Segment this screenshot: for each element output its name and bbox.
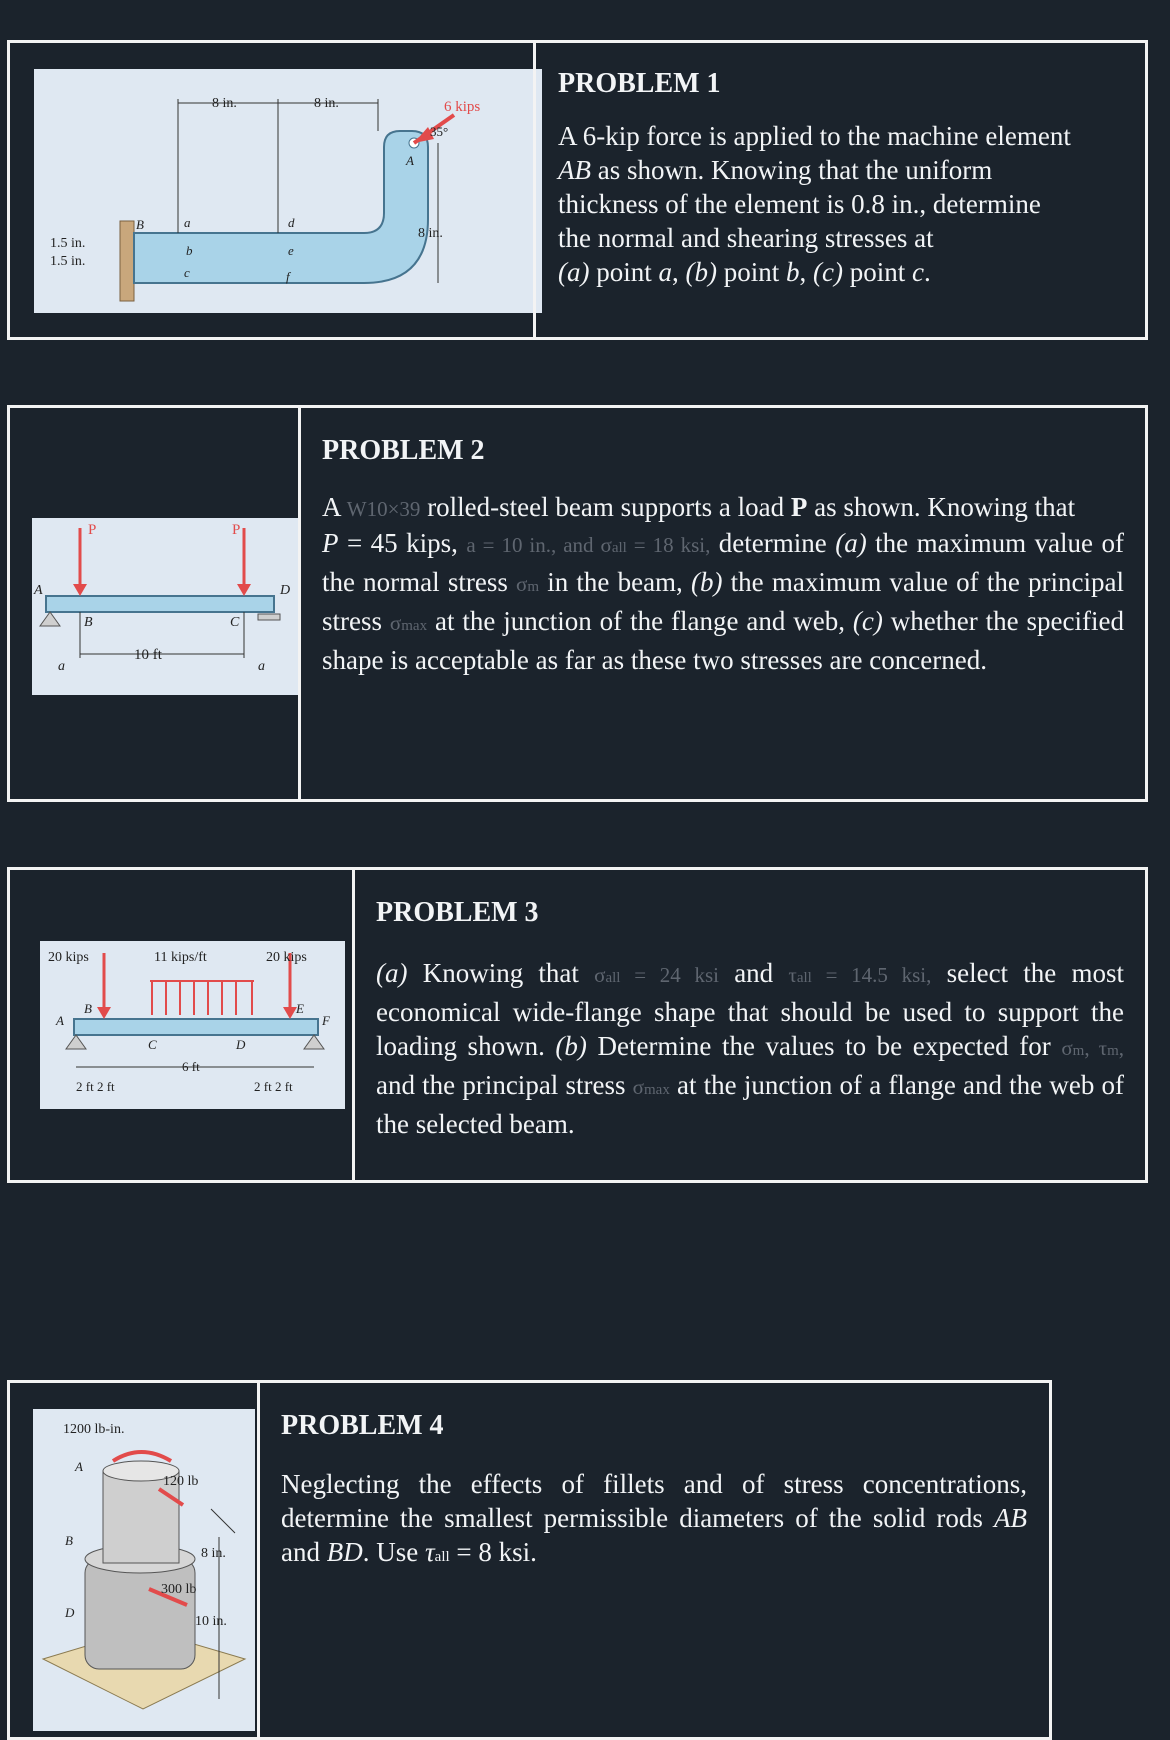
dim-2: 10 in. (195, 1614, 227, 1629)
load-P-2: P (232, 522, 241, 538)
problem-2-body: A W10×39 rolled-steel beam supports a load P as shown. Knowing that P = 45 kips, a = 10 in., and σall = 18 ksi, determine (a) the maximum value of the normal stress σm in the beam, (b) the maximum value of the principal stress σmax at the junction of the flange and web, (c) whether the specified shape is acceptable as far as these two stresses are concerned. (322, 492, 1124, 675)
point-c: c (184, 265, 190, 280)
beam-loading-diagram (40, 941, 345, 1109)
load-P-1: P (88, 522, 97, 538)
distributed-load: 11 kips/ft (154, 950, 207, 965)
problem-4-title: PROBLEM 4 (281, 1410, 444, 1441)
label-A: A (75, 1459, 83, 1474)
label-B: B (136, 217, 144, 232)
label-D: D (65, 1605, 75, 1620)
dim-1: 8 in. (201, 1546, 226, 1561)
problem-4-panel (7, 1380, 1052, 1740)
problem-1-body: A 6-kip force is applied to the machine element AB as shown. Knowing that the uniform thickness of the element is 0.8 in., determine the normal and shearing stresses at (a) point a, (b) point b, (c) point c. (558, 121, 1071, 287)
dims-left: 2 ft 2 ft (76, 1079, 115, 1094)
label-B: B (84, 615, 93, 630)
dim-a-2: a (258, 659, 265, 674)
dim-a-1: a (58, 659, 65, 674)
label-A: A (56, 1013, 64, 1028)
label-B: B (65, 1533, 73, 1548)
dim-right: 8 in. (418, 226, 443, 241)
problem-3-panel (7, 867, 1148, 1183)
dim-left-2: 1.5 in. (50, 254, 86, 269)
force-2-label: 300 lb (161, 1582, 197, 1597)
problem-3-figure (40, 941, 345, 1109)
label-E: E (296, 1001, 304, 1016)
dim-mid: 6 ft (182, 1059, 200, 1074)
dim-top-1: 8 in. (212, 96, 237, 111)
load-left: 20 kips (48, 950, 89, 965)
angle-label: 35° (430, 124, 449, 139)
rods-diagram (33, 1409, 255, 1731)
label-D: D (280, 583, 291, 598)
problem-2-title: PROBLEM 2 (322, 435, 485, 466)
label-C: C (230, 615, 240, 630)
problem-1-title: PROBLEM 1 (558, 68, 721, 99)
problem-3-text (376, 896, 1124, 1141)
torque-label: 1200 lb-in. (63, 1422, 125, 1437)
dims-right: 2 ft 2 ft (254, 1079, 293, 1094)
label-C: C (148, 1037, 157, 1052)
problem-4-body: Neglecting the effects of fillets and of stress concentrations, determine the smallest permissible diameters of the solid rods AB and BD. Use τall = 8 ksi. (281, 1469, 1027, 1567)
span-label: 10 ft (134, 647, 162, 663)
point-a: a (184, 215, 191, 230)
problem-1-text (558, 67, 1124, 289)
point-d: d (288, 215, 295, 230)
load-right: 20 kips (266, 950, 307, 965)
problem-2-panel (7, 405, 1148, 802)
problem-2-text (322, 434, 1124, 677)
problem-1-figure (34, 69, 542, 313)
problem-2-figure (32, 518, 300, 695)
point-f: f (286, 269, 290, 284)
point-e: e (288, 243, 294, 258)
label-A: A (406, 153, 414, 168)
label-A: A (34, 583, 43, 598)
label-F: F (322, 1013, 330, 1028)
force-label: 6 kips (444, 99, 481, 115)
machine-element-diagram (34, 69, 542, 313)
problem-3-title: PROBLEM 3 (376, 897, 539, 928)
label-D: D (236, 1037, 246, 1052)
label-B: B (84, 1001, 92, 1016)
beam-diagram (32, 518, 300, 695)
problem-3-body: (a) Knowing that σall = 24 ksi and τall = 14.5 ksi, select the most economical wide-flange shape that should be used to support the loading shown. (b) Determine the values to be expected for σm, τm, and the principal stress σmax at the junction of a flange and the web of the selected beam. (376, 958, 1124, 1139)
dim-top-2: 8 in. (314, 96, 339, 111)
force-1-label: 120 lb (163, 1474, 199, 1489)
problem-4-figure (33, 1409, 255, 1731)
point-b: b (186, 243, 193, 258)
problem-1-panel (7, 40, 1148, 340)
problem-4-text (281, 1409, 1027, 1574)
dim-left-1: 1.5 in. (50, 236, 86, 251)
